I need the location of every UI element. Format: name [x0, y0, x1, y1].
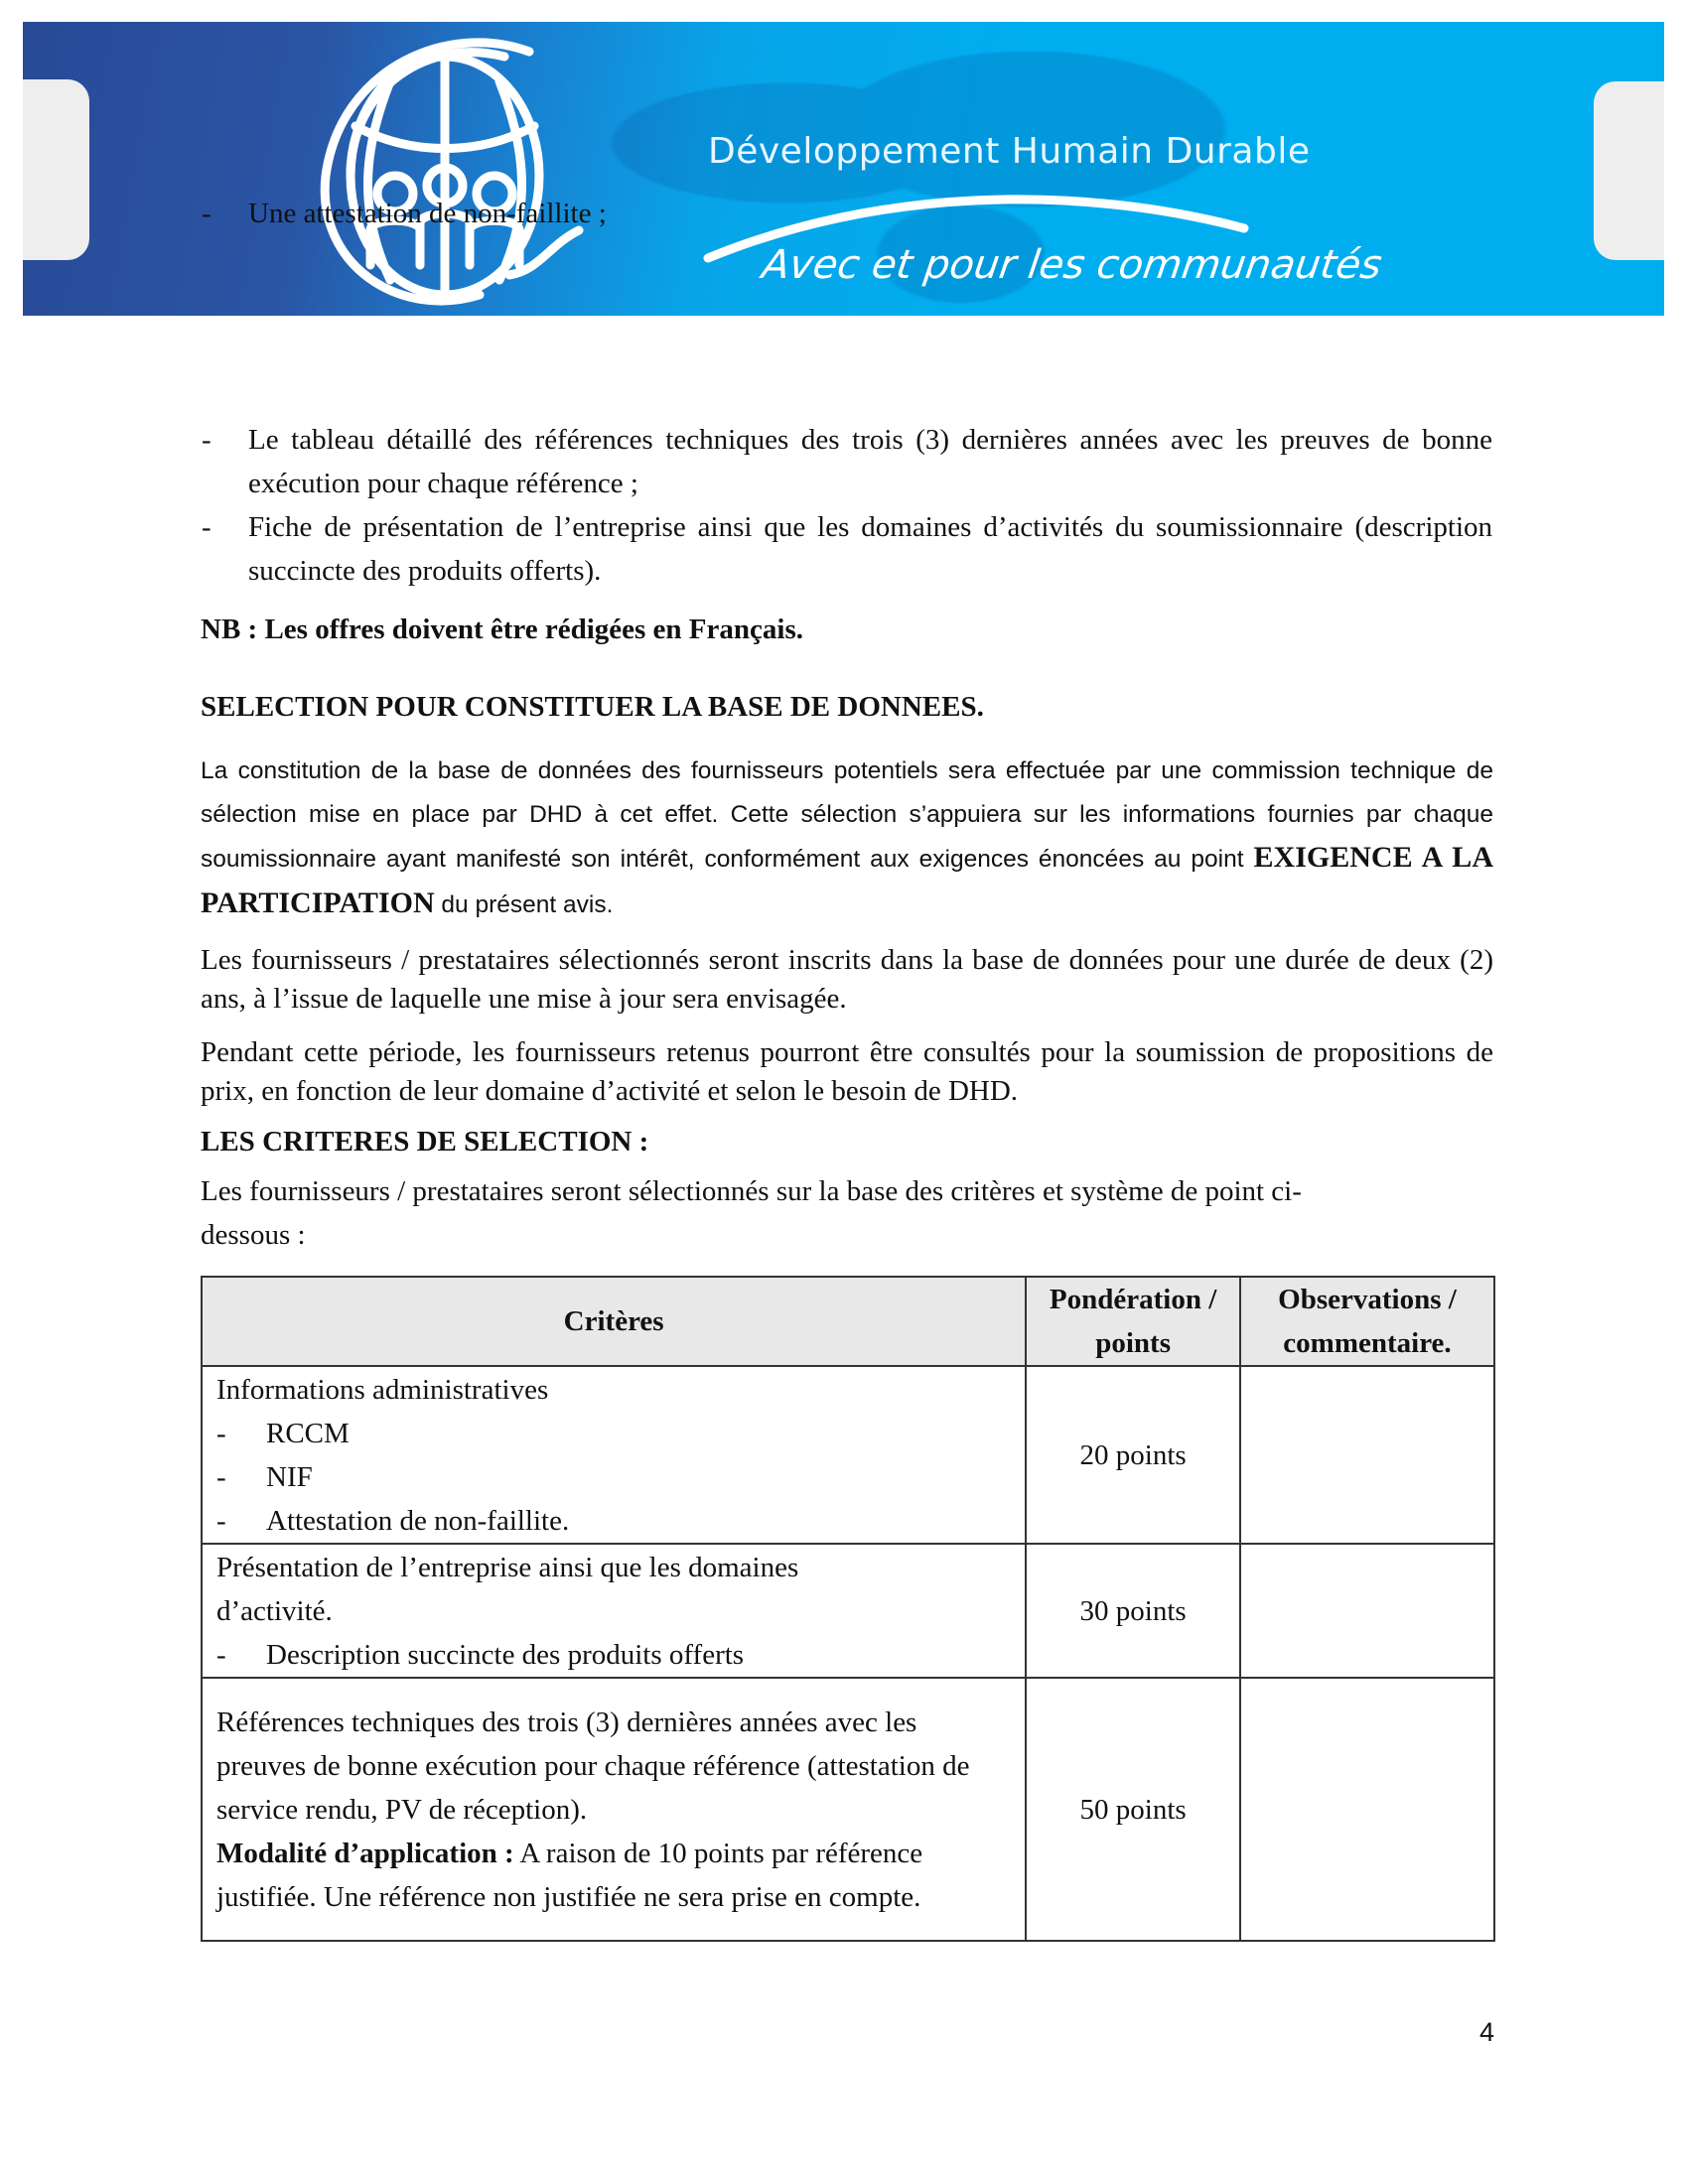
criteria-cell	[202, 1544, 1026, 1678]
dhd-logo-icon	[281, 27, 609, 315]
bullet-dash: -	[202, 511, 211, 543]
criteria-title: Références techniques des trois (3) dernières années avec les preuves de bonne exécution pour chaque référence (attestation de service rendu, PV de réception).	[216, 1706, 970, 1826]
nb-note: NB : Les offres doivent être rédigées en Français.	[201, 614, 803, 645]
bullet-text: Fiche de présentation de l’entreprise ainsi que les domaines d’activités du soumissionnaire (description succincte des produits offerts).	[248, 511, 1492, 587]
points-cell: 50 points	[1026, 1678, 1240, 1941]
requirement-reference: EXIGENCE A LA PARTICIPATION	[201, 841, 1493, 919]
bullet-item	[202, 505, 1492, 593]
criteria-table	[201, 1276, 1495, 1942]
bullet-dash: -	[202, 424, 211, 456]
table-row	[202, 1678, 1494, 1941]
header-banner	[23, 22, 1664, 316]
section-heading-selection: SELECTION POUR CONSTITUER LA BASE DE DONNEES.	[201, 691, 984, 723]
org-tagline: Avec et pour les communautés	[759, 242, 1385, 288]
modalite-text: Modalité d’application : A raison de 10 points par référence justifiée. Une référence non justifiée ne sera prise en compte.	[216, 1837, 923, 1913]
header-ponderation: Pondération / points	[1026, 1277, 1240, 1366]
criteria-title: Informations administratives	[216, 1373, 549, 1406]
section-heading-criteria: LES CRITERES DE SELECTION :	[201, 1126, 649, 1158]
criteria-intro-line2: dessous :	[201, 1219, 306, 1251]
criteria-subitem: - Attestation de non-faillite.	[216, 1504, 570, 1537]
page-number: 4	[1479, 2017, 1495, 2047]
bullet-dash: -	[202, 198, 211, 229]
paragraph-duration: Les fournisseurs / prestataires sélectionnés seront inscrits dans la base de données pour une durée de deux (2) ans, à l’issue de laquelle une mise à jour sera envisagée.	[201, 944, 1493, 1015]
table-header-row	[202, 1277, 1494, 1366]
paragraph-text: La constitution de la base de données des fournisseurs potentiels sera effectuée par une commission technique de sélection mise en place par DHD à cet effet. Cette sélection s’appuiera sur les informations fournies par chaque soumissionnaire ayant manifesté son intérêt, conformément aux exigences énoncées au point	[201, 757, 1493, 873]
bullet-text: Le tableau détaillé des références techniques des trois (3) dernières années avec les preuves de bonne exécution pour chaque référence ;	[248, 424, 1492, 499]
header-observations: Observations / commentaire.	[1240, 1277, 1494, 1366]
criteria-cell	[202, 1678, 1026, 1941]
observations-cell	[1240, 1678, 1494, 1941]
banner-left-tab	[23, 79, 89, 260]
points-cell: 20 points	[1026, 1366, 1240, 1544]
paragraph-commission	[201, 750, 1493, 926]
observations-cell	[1240, 1366, 1494, 1544]
criteria-subitem: - RCCM	[216, 1417, 350, 1449]
criteria-cell	[202, 1366, 1026, 1544]
paragraph-text-end: du présent avis.	[434, 890, 614, 918]
modalite-label: Modalité d’application :	[216, 1837, 514, 1869]
org-name: Développement Humain Durable	[708, 131, 1311, 172]
header-criteres: Critères	[202, 1277, 1026, 1366]
bullet-text: Une attestation de non-faillite ;	[248, 198, 607, 229]
observations-cell	[1240, 1544, 1494, 1678]
table-row	[202, 1366, 1494, 1544]
overlay-bullet-item	[202, 198, 607, 230]
paragraph-consultation: Pendant cette période, les fournisseurs retenus pourront être consultés pour la soumission de propositions de prix, en fonction de leur domaine d’activité et selon le besoin de DHD.	[201, 1036, 1493, 1107]
banner-right-tab	[1594, 81, 1664, 260]
bullet-item	[202, 418, 1492, 505]
criteria-subitem: - Description succincte des produits offerts	[216, 1638, 745, 1671]
points-cell: 30 points	[1026, 1544, 1240, 1678]
criteria-title: Présentation de l’entreprise ainsi que les domaines d’activité.	[216, 1551, 799, 1627]
table-row	[202, 1544, 1494, 1678]
criteria-intro-line1: Les fournisseurs / prestataires seront sélectionnés sur la base des critères et système de point ci-	[201, 1175, 1302, 1207]
criteria-subitem: - NIF	[216, 1460, 313, 1493]
